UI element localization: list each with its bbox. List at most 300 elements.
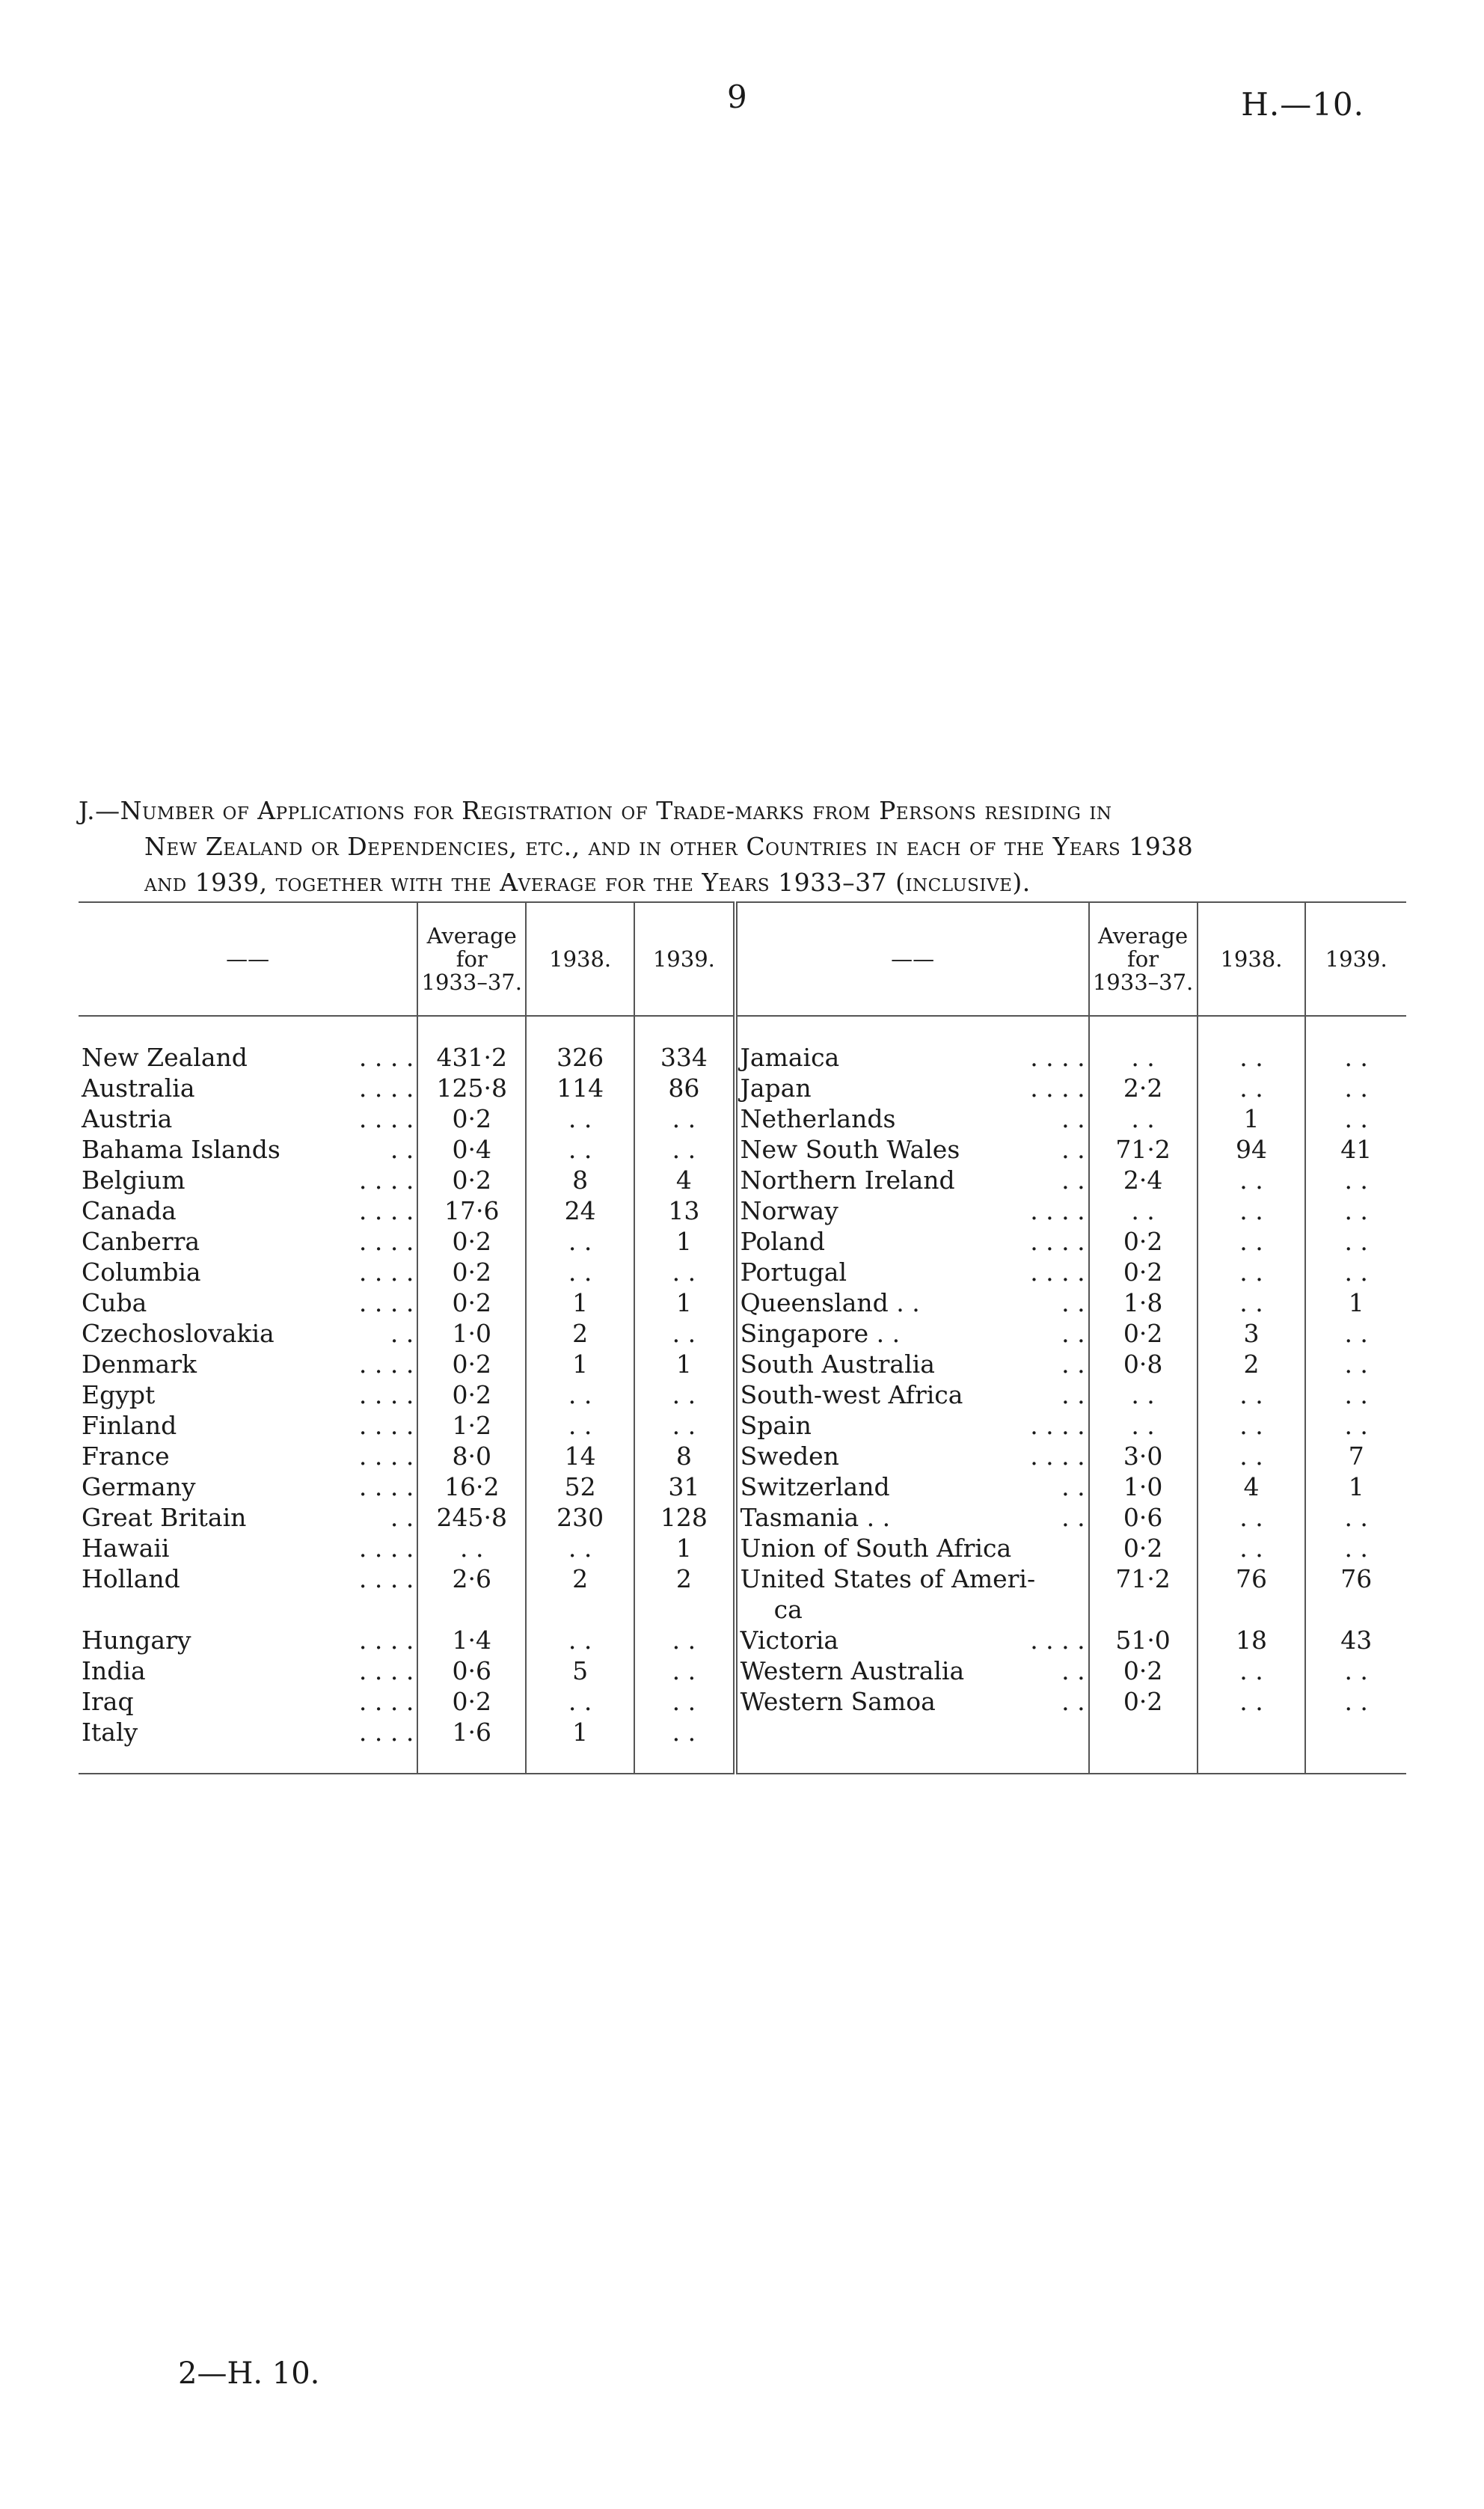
caption-line-1: J.—Number of Applications for Registration of Trade-marks from Persons residing in: [79, 796, 1112, 825]
country-label: New South Wales: [740, 1135, 960, 1164]
table-row: [79, 1134, 1406, 1165]
average-cell: . .: [1089, 1103, 1198, 1134]
year-1938-cell: . .: [526, 1257, 634, 1287]
year-1938-cell: . .: [1198, 1016, 1306, 1073]
year-1938-cell: 24: [526, 1195, 634, 1226]
country-label: India: [82, 1656, 146, 1685]
year-1939-cell: 8: [634, 1441, 735, 1471]
country-name: [735, 1134, 1089, 1165]
average-cell: . .: [1089, 1195, 1198, 1226]
leader-dots: . .: [1061, 1104, 1085, 1133]
average-cell: 0·2: [417, 1257, 526, 1287]
table-row: [79, 1257, 1406, 1287]
table-caption: [79, 793, 1402, 901]
year-1938-cell: . .: [1198, 1165, 1306, 1195]
country-name: [735, 1318, 1089, 1349]
leader-dots: . . . .: [358, 1350, 414, 1379]
country-name: [79, 1073, 417, 1103]
country-label: Hungary: [82, 1626, 191, 1655]
year-1938-cell: . .: [526, 1379, 634, 1410]
year-1938-cell: 8: [526, 1165, 634, 1195]
leader-dots: . . . .: [1030, 1411, 1085, 1440]
average-cell: [1089, 1717, 1198, 1774]
country-label: United States of Ameri-: [740, 1564, 1036, 1593]
average-cell: 51·0: [1089, 1625, 1198, 1655]
year-1939-cell: 334: [634, 1016, 735, 1073]
leader-dots: . .: [1061, 1165, 1085, 1195]
year-1939-cell: . .: [1305, 1349, 1406, 1379]
year-1939-cell: . .: [634, 1655, 735, 1686]
year-1939-cell: . .: [634, 1717, 735, 1774]
leader-dots: . . . .: [358, 1626, 414, 1655]
year-1939-cell: . .: [1305, 1533, 1406, 1563]
year-1938-cell: . .: [1198, 1073, 1306, 1103]
country-label: Columbia: [82, 1257, 201, 1287]
country-name: [79, 1287, 417, 1318]
average-cell: 0·2: [417, 1165, 526, 1195]
country-name: [735, 1257, 1089, 1287]
average-cell: 1·0: [417, 1318, 526, 1349]
country-name: [735, 1073, 1089, 1103]
table-header-row: [79, 902, 1406, 1016]
average-cell: 2·6: [417, 1563, 526, 1625]
year-1938-cell: . .: [526, 1533, 634, 1563]
country-label: France: [82, 1442, 170, 1471]
year-1939-cell: 2: [634, 1563, 735, 1625]
year-1939-cell: 128: [634, 1502, 735, 1533]
year-1938-cell: [1198, 1717, 1306, 1774]
table-row: [79, 1318, 1406, 1349]
header-average-for: for: [456, 946, 488, 972]
year-1939-cell: 1: [634, 1533, 735, 1563]
table-row: [79, 1563, 1406, 1625]
year-1938-cell: 4: [1198, 1471, 1306, 1502]
year-1939-cell: 1: [1305, 1471, 1406, 1502]
year-1938-cell: . .: [526, 1134, 634, 1165]
year-1938-cell: . .: [1198, 1686, 1306, 1717]
year-1938-cell: 3: [1198, 1318, 1306, 1349]
country-name: [735, 1686, 1089, 1717]
leader-dots: . . . .: [358, 1165, 414, 1195]
average-cell: 0·2: [417, 1379, 526, 1410]
year-1938-cell: . .: [1198, 1195, 1306, 1226]
year-1939-cell: . .: [1305, 1655, 1406, 1686]
year-1938-cell: . .: [1198, 1257, 1306, 1287]
average-cell: 1·2: [417, 1410, 526, 1441]
country-name: [735, 1349, 1089, 1379]
table-row: [79, 1533, 1406, 1563]
country-name: [79, 1103, 417, 1134]
leader-dots: . . . .: [1030, 1227, 1085, 1256]
country-label: Belgium: [82, 1165, 186, 1195]
country-name: [79, 1410, 417, 1441]
country-label: Bahama Islands: [82, 1135, 280, 1164]
country-label: Portugal: [740, 1257, 847, 1287]
year-1938-cell: . .: [1198, 1287, 1306, 1318]
country-label: Sweden: [740, 1442, 839, 1471]
leader-dots: . .: [390, 1319, 414, 1348]
year-1939-cell: 41: [1305, 1134, 1406, 1165]
table-row: [79, 1073, 1406, 1103]
caption-line-2: New Zealand or Dependencies, etc., and in other Countries in each of the Years 1938: [144, 832, 1194, 861]
table-row: [79, 1349, 1406, 1379]
year-1939-cell: . .: [1305, 1257, 1406, 1287]
year-1938-cell: . .: [1198, 1410, 1306, 1441]
year-1938-cell: 76: [1198, 1563, 1306, 1625]
country-name: [735, 1471, 1089, 1502]
country-name: [735, 1655, 1089, 1686]
country-name: [79, 1016, 417, 1073]
average-cell: 431·2: [417, 1016, 526, 1073]
country-name: [79, 1502, 417, 1533]
year-1939-cell: . .: [634, 1103, 735, 1134]
year-1939-cell: 1: [1305, 1287, 1406, 1318]
year-1939-cell: . .: [1305, 1686, 1406, 1717]
year-1938-cell: 1: [526, 1349, 634, 1379]
year-1939-cell: 1: [634, 1287, 735, 1318]
year-1939-cell: [1305, 1717, 1406, 1774]
leader-dots: . .: [1061, 1656, 1085, 1685]
average-cell: 0·4: [417, 1134, 526, 1165]
leader-dots: . .: [1061, 1687, 1085, 1716]
leader-dots: . . . .: [1030, 1626, 1085, 1655]
country-name: [79, 1134, 417, 1165]
average-cell: 0·2: [1089, 1686, 1198, 1717]
country-name: [79, 1257, 417, 1287]
average-cell: 1·6: [417, 1717, 526, 1774]
header-country-left: ——: [226, 946, 270, 972]
year-1939-cell: 43: [1305, 1625, 1406, 1655]
average-cell: 0·2: [417, 1686, 526, 1717]
caption-line-3: and 1939, together with the Average for the Years 1933–37 (inclusive).: [144, 868, 1031, 897]
leader-dots: . . . .: [358, 1104, 414, 1133]
average-cell: 0·2: [417, 1287, 526, 1318]
average-cell: 2·2: [1089, 1073, 1198, 1103]
country-name: [79, 1655, 417, 1686]
country-label: Tasmania . .: [740, 1503, 891, 1532]
year-1938-cell: 230: [526, 1502, 634, 1533]
average-cell: 1·0: [1089, 1471, 1198, 1502]
leader-dots: . . . .: [358, 1718, 414, 1747]
average-cell: . .: [1089, 1016, 1198, 1073]
country-name: [79, 1441, 417, 1471]
table-row: [79, 1226, 1406, 1257]
header-country-right: ——: [735, 902, 1089, 1016]
country-label: Czechoslovakia: [82, 1319, 275, 1348]
page-number: 9: [727, 79, 747, 115]
table-row: [79, 1410, 1406, 1441]
country-name: [79, 1379, 417, 1410]
country-label: Jamaica: [740, 1043, 840, 1072]
leader-dots: . .: [1061, 1350, 1085, 1379]
country-name: [79, 1625, 417, 1655]
table-row: [79, 1686, 1406, 1717]
country-label: Queensland . .: [740, 1288, 920, 1317]
country-label: Egypt: [82, 1380, 156, 1409]
year-1939-cell: . .: [1305, 1502, 1406, 1533]
leader-dots: . . . .: [358, 1442, 414, 1471]
table-row: [79, 1103, 1406, 1134]
average-cell: 245·8: [417, 1502, 526, 1533]
header-1939-right: 1939.: [1305, 902, 1406, 1016]
header-1938-left: 1938.: [526, 902, 634, 1016]
country-label: Victoria: [740, 1626, 839, 1655]
year-1938-cell: 1: [1198, 1103, 1306, 1134]
year-1939-cell: . .: [1305, 1410, 1406, 1441]
header-1939-left: 1939.: [634, 902, 735, 1016]
year-1939-cell: 7: [1305, 1441, 1406, 1471]
country-label: Hawaii: [82, 1534, 170, 1563]
country-label: Germany: [82, 1472, 196, 1501]
year-1938-cell: . .: [526, 1625, 634, 1655]
leader-dots: . . . .: [1030, 1196, 1085, 1225]
year-1939-cell: . .: [634, 1379, 735, 1410]
leader-dots: . . . .: [358, 1472, 414, 1501]
year-1939-cell: 31: [634, 1471, 735, 1502]
country-name: [79, 1165, 417, 1195]
year-1939-cell: . .: [1305, 1073, 1406, 1103]
country-name: [735, 1441, 1089, 1471]
average-cell: 2·4: [1089, 1165, 1198, 1195]
leader-dots: . . . .: [358, 1073, 414, 1103]
table-row: [79, 1502, 1406, 1533]
year-1938-cell: . .: [526, 1226, 634, 1257]
average-cell: 71·2: [1089, 1134, 1198, 1165]
year-1939-cell: . .: [634, 1625, 735, 1655]
average-cell: 0·2: [417, 1349, 526, 1379]
table-row: [79, 1195, 1406, 1226]
year-1939-cell: 76: [1305, 1563, 1406, 1625]
header-average-for: for: [1127, 946, 1159, 972]
country-label: Spain: [740, 1411, 812, 1440]
country-label: Austria: [82, 1104, 173, 1133]
country-label: South Australia: [740, 1350, 935, 1379]
leader-dots: . .: [390, 1503, 414, 1532]
year-1939-cell: . .: [634, 1134, 735, 1165]
leader-dots: . . . .: [1030, 1043, 1085, 1072]
country-label: Western Australia: [740, 1656, 965, 1685]
average-cell: 0·2: [1089, 1655, 1198, 1686]
year-1938-cell: . .: [526, 1410, 634, 1441]
leader-dots: . . . .: [1030, 1073, 1085, 1103]
table-row: [79, 1287, 1406, 1318]
year-1938-cell: . .: [1198, 1533, 1306, 1563]
leader-dots: . . . .: [358, 1043, 414, 1072]
country-name: [735, 1533, 1089, 1563]
average-cell: 8·0: [417, 1441, 526, 1471]
year-1939-cell: . .: [1305, 1226, 1406, 1257]
year-1939-cell: . .: [1305, 1318, 1406, 1349]
year-1938-cell: 94: [1198, 1134, 1306, 1165]
year-1938-cell: . .: [1198, 1379, 1306, 1410]
country-name: [79, 1226, 417, 1257]
average-cell: 71·2: [1089, 1563, 1198, 1625]
year-1939-cell: . .: [1305, 1016, 1406, 1073]
country-name: [735, 1625, 1089, 1655]
year-1938-cell: 326: [526, 1016, 634, 1073]
header-1938-right: 1938.: [1198, 902, 1306, 1016]
table-row: [79, 1471, 1406, 1502]
average-cell: 0·2: [1089, 1257, 1198, 1287]
country-name: [735, 1502, 1089, 1533]
year-1939-cell: . .: [634, 1257, 735, 1287]
leader-dots: . . . .: [358, 1227, 414, 1256]
leader-dots: . . . .: [358, 1656, 414, 1685]
average-cell: 3·0: [1089, 1441, 1198, 1471]
country-name: [79, 1195, 417, 1226]
year-1938-cell: 14: [526, 1441, 634, 1471]
year-1939-cell: . .: [1305, 1379, 1406, 1410]
country-name: [735, 1016, 1089, 1073]
country-name: [735, 1103, 1089, 1134]
average-cell: 0·2: [417, 1226, 526, 1257]
sheet-reference: 2—H. 10.: [178, 2356, 320, 2391]
table-row: [79, 1441, 1406, 1471]
average-cell: 0·6: [417, 1655, 526, 1686]
year-1939-cell: . .: [634, 1686, 735, 1717]
leader-dots: . .: [1061, 1503, 1085, 1532]
country-label: Western Samoa: [740, 1687, 936, 1716]
average-cell: . .: [1089, 1410, 1198, 1441]
year-1939-cell: . .: [1305, 1165, 1406, 1195]
country-label: Holland: [82, 1564, 180, 1593]
average-cell: 0·2: [1089, 1318, 1198, 1349]
average-cell: 0·6: [1089, 1502, 1198, 1533]
country-label: Great Britain: [82, 1503, 247, 1532]
country-label: Canberra: [82, 1227, 200, 1256]
leader-dots: . . . .: [358, 1288, 414, 1317]
country-name: [735, 1226, 1089, 1257]
leader-dots: . .: [1061, 1319, 1085, 1348]
year-1939-cell: . .: [1305, 1195, 1406, 1226]
year-1938-cell: . .: [1198, 1226, 1306, 1257]
leader-dots: . .: [1061, 1472, 1085, 1501]
document-reference: H.—10.: [1241, 86, 1364, 123]
year-1938-cell: 2: [1198, 1349, 1306, 1379]
country-label: Poland: [740, 1227, 825, 1256]
country-label: Switzerland: [740, 1472, 890, 1501]
country-name: [79, 1318, 417, 1349]
average-cell: 0·2: [1089, 1533, 1198, 1563]
table-row: [79, 1655, 1406, 1686]
table-row: [79, 1016, 1406, 1073]
leader-dots: . . . .: [1030, 1257, 1085, 1287]
year-1939-cell: 13: [634, 1195, 735, 1226]
year-1938-cell: . .: [526, 1103, 634, 1134]
year-1938-cell: 18: [1198, 1625, 1306, 1655]
country-name: [79, 1563, 417, 1625]
year-1939-cell: 1: [634, 1226, 735, 1257]
country-label: Norway: [740, 1196, 838, 1225]
year-1939-cell: 86: [634, 1073, 735, 1103]
country-name: [735, 1379, 1089, 1410]
leader-dots: . .: [1061, 1380, 1085, 1409]
year-1938-cell: . .: [1198, 1502, 1306, 1533]
year-1938-cell: 114: [526, 1073, 634, 1103]
year-1938-cell: 2: [526, 1563, 634, 1625]
country-label: Iraq: [82, 1687, 134, 1716]
trade-marks-table-container: [79, 901, 1406, 1774]
header-average-years: 1933–37.: [421, 969, 522, 995]
leader-dots: . . . .: [358, 1257, 414, 1287]
leader-dots: . .: [390, 1135, 414, 1164]
year-1939-cell: . .: [634, 1410, 735, 1441]
country-name: [735, 1563, 1089, 1625]
trade-marks-table: [79, 901, 1406, 1774]
country-label: Netherlands: [740, 1104, 896, 1133]
country-label: Singapore . .: [740, 1319, 901, 1348]
country-name: [735, 1410, 1089, 1441]
header-average-years: 1933–37.: [1092, 969, 1194, 995]
header-average-left: [417, 902, 526, 1016]
leader-dots: . . . .: [358, 1411, 414, 1440]
year-1939-cell: 4: [634, 1165, 735, 1195]
average-cell: 0·8: [1089, 1349, 1198, 1379]
average-cell: 17·6: [417, 1195, 526, 1226]
country-name: [79, 1349, 417, 1379]
year-1938-cell: 1: [526, 1717, 634, 1774]
leader-dots: . . . .: [358, 1196, 414, 1225]
country-name: [79, 1686, 417, 1717]
country-name: [79, 1471, 417, 1502]
average-cell: 0·2: [1089, 1226, 1198, 1257]
year-1939-cell: . .: [1305, 1103, 1406, 1134]
leader-dots: . .: [1061, 1288, 1085, 1317]
year-1938-cell: 5: [526, 1655, 634, 1686]
average-cell: . .: [417, 1533, 526, 1563]
country-label: Canada: [82, 1196, 177, 1225]
year-1938-cell: 1: [526, 1287, 634, 1318]
average-cell: 125·8: [417, 1073, 526, 1103]
average-cell: 0·2: [417, 1103, 526, 1134]
country-name: [735, 1195, 1089, 1226]
header-average-word: Average: [1097, 922, 1189, 949]
country-label: Japan: [740, 1073, 812, 1103]
year-1938-cell: . .: [1198, 1441, 1306, 1471]
leader-dots: . . . .: [1030, 1442, 1085, 1471]
leader-dots: . . . .: [358, 1380, 414, 1409]
average-cell: 1·4: [417, 1625, 526, 1655]
header-average-right: [1089, 902, 1198, 1016]
country-label: Denmark: [82, 1350, 197, 1379]
country-label: Italy: [82, 1718, 138, 1747]
leader-dots: . .: [1061, 1135, 1085, 1164]
year-1938-cell: 2: [526, 1318, 634, 1349]
country-label: Australia: [82, 1073, 195, 1103]
table-row: [79, 1625, 1406, 1655]
country-name: [735, 1717, 1089, 1774]
country-label: Union of South Africa: [740, 1534, 1012, 1563]
table-row: [79, 1165, 1406, 1195]
country-name: [735, 1165, 1089, 1195]
average-cell: 16·2: [417, 1471, 526, 1502]
country-label: Northern Ireland: [740, 1165, 955, 1195]
country-name: [735, 1287, 1089, 1318]
leader-dots: . . . .: [358, 1534, 414, 1563]
country-label: New Zealand: [82, 1043, 248, 1072]
country-label: Finland: [82, 1411, 177, 1440]
year-1938-cell: . .: [1198, 1655, 1306, 1686]
year-1938-cell: . .: [526, 1686, 634, 1717]
year-1939-cell: . .: [634, 1318, 735, 1349]
country-label: South-west Africa: [740, 1380, 963, 1409]
year-1938-cell: 52: [526, 1471, 634, 1502]
country-name: [79, 1533, 417, 1563]
average-cell: 1·8: [1089, 1287, 1198, 1318]
year-1939-cell: 1: [634, 1349, 735, 1379]
average-cell: . .: [1089, 1379, 1198, 1410]
country-label: Cuba: [82, 1288, 147, 1317]
